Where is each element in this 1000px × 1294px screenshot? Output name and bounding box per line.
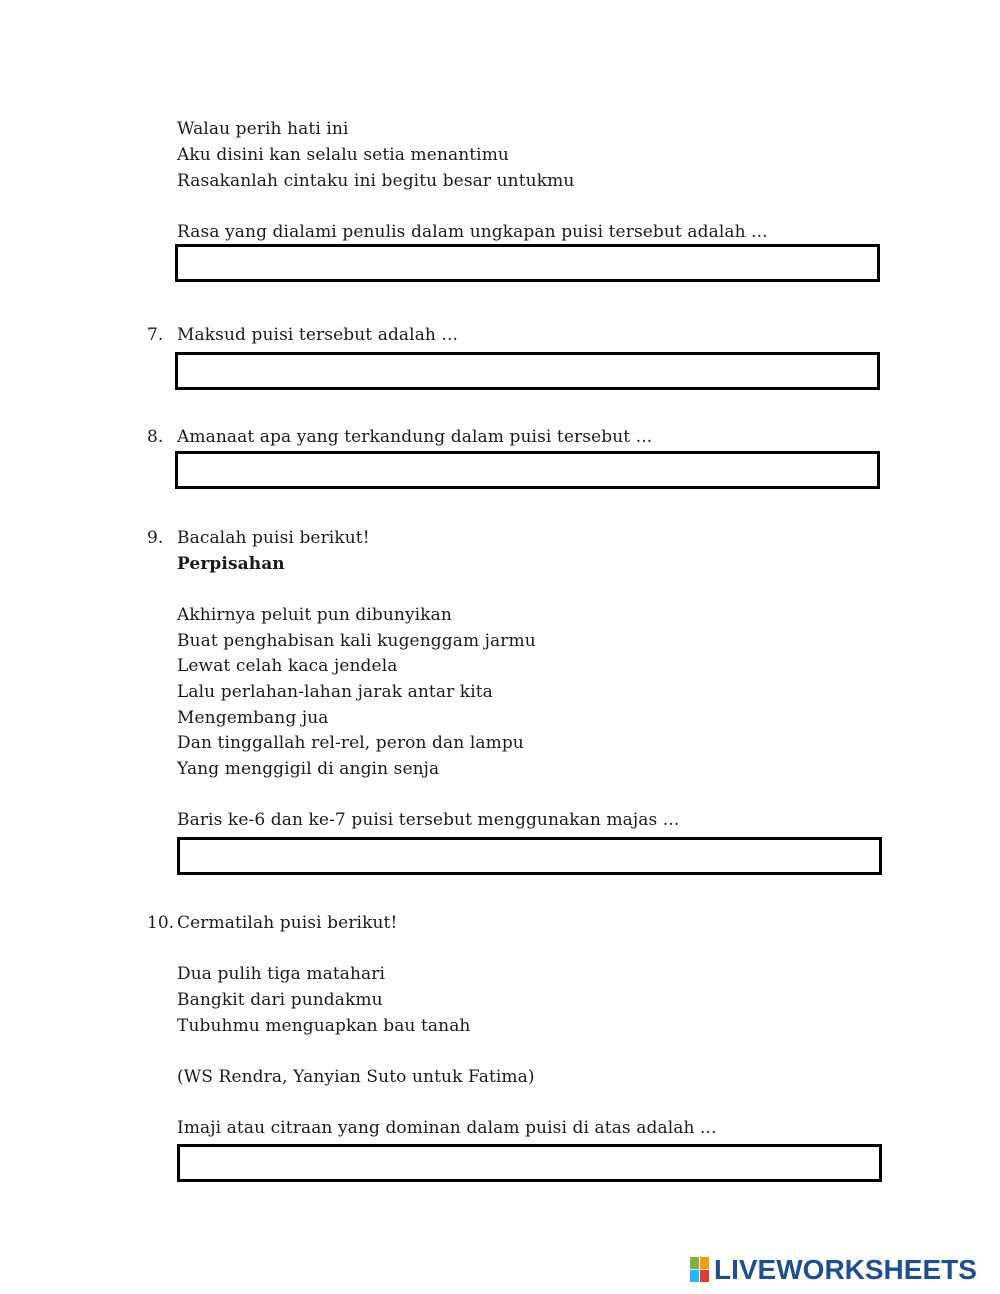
q8-number: 8.: [147, 427, 164, 447]
q9-poem-line-6: Dan tinggallah rel-rel, peron dan lampu: [177, 733, 524, 753]
q9-poem-line-3: Lewat celah kaca jendela: [177, 656, 398, 676]
q9-poem-line-5: Mengembang jua: [177, 708, 329, 728]
q6-poem-line-1: Walau perih hati ini: [177, 119, 349, 139]
q9-number: 9.: [147, 528, 164, 548]
q6-poem-line-3: Rasakanlah cintaku ini begitu besar untukmu: [177, 171, 575, 191]
logo-text: LIVEWORKSHEETS: [714, 1254, 977, 1285]
q9-intro: Bacalah puisi berikut!: [177, 528, 370, 548]
q10-poem-line-2: Bangkit dari pundakmu: [177, 990, 383, 1010]
q9-question: Baris ke-6 dan ke-7 puisi tersebut menggunakan majas ...: [177, 810, 680, 830]
q9-poem-line-4: Lalu perlahan-lahan jarak antar kita: [177, 682, 493, 702]
q9-answer-input[interactable]: [177, 837, 882, 875]
q10-poem-line-3: Tubuhmu menguapkan bau tanah: [177, 1016, 471, 1036]
q10-poem-line-1: Dua pulih tiga matahari: [177, 964, 386, 984]
q10-intro: Cermatilah puisi berikut!: [177, 913, 398, 933]
liveworksheets-logo: [690, 1254, 990, 1286]
logo-mark-icon: [690, 1257, 710, 1283]
q7-number: 7.: [147, 325, 164, 345]
q9-poem-line-2: Buat penghabisan kali kugenggam jarmu: [177, 631, 536, 651]
q10-answer-input[interactable]: [177, 1144, 882, 1182]
q7-question: Maksud puisi tersebut adalah ...: [177, 325, 458, 345]
q7-answer-input[interactable]: [175, 352, 880, 390]
q10-number: 10.: [147, 913, 175, 933]
q6-poem-line-2: Aku disini kan selalu setia menantimu: [177, 145, 509, 165]
q6-answer-input[interactable]: [175, 244, 880, 282]
q8-question: Amanaat apa yang terkandung dalam puisi tersebut ...: [177, 427, 653, 447]
q10-source: (WS Rendra, Yanyian Suto untuk Fatima): [177, 1067, 535, 1087]
q9-poem-title: Perpisahan: [177, 554, 285, 574]
q8-answer-input[interactable]: [175, 451, 880, 489]
q6-question: Rasa yang dialami penulis dalam ungkapan puisi tersebut adalah ...: [177, 222, 768, 242]
q10-question: Imaji atau citraan yang dominan dalam puisi di atas adalah ...: [177, 1118, 717, 1138]
q9-poem-line-7: Yang menggigil di angin senja: [177, 759, 440, 779]
q9-poem-line-1: Akhirnya peluit pun dibunyikan: [177, 605, 452, 625]
